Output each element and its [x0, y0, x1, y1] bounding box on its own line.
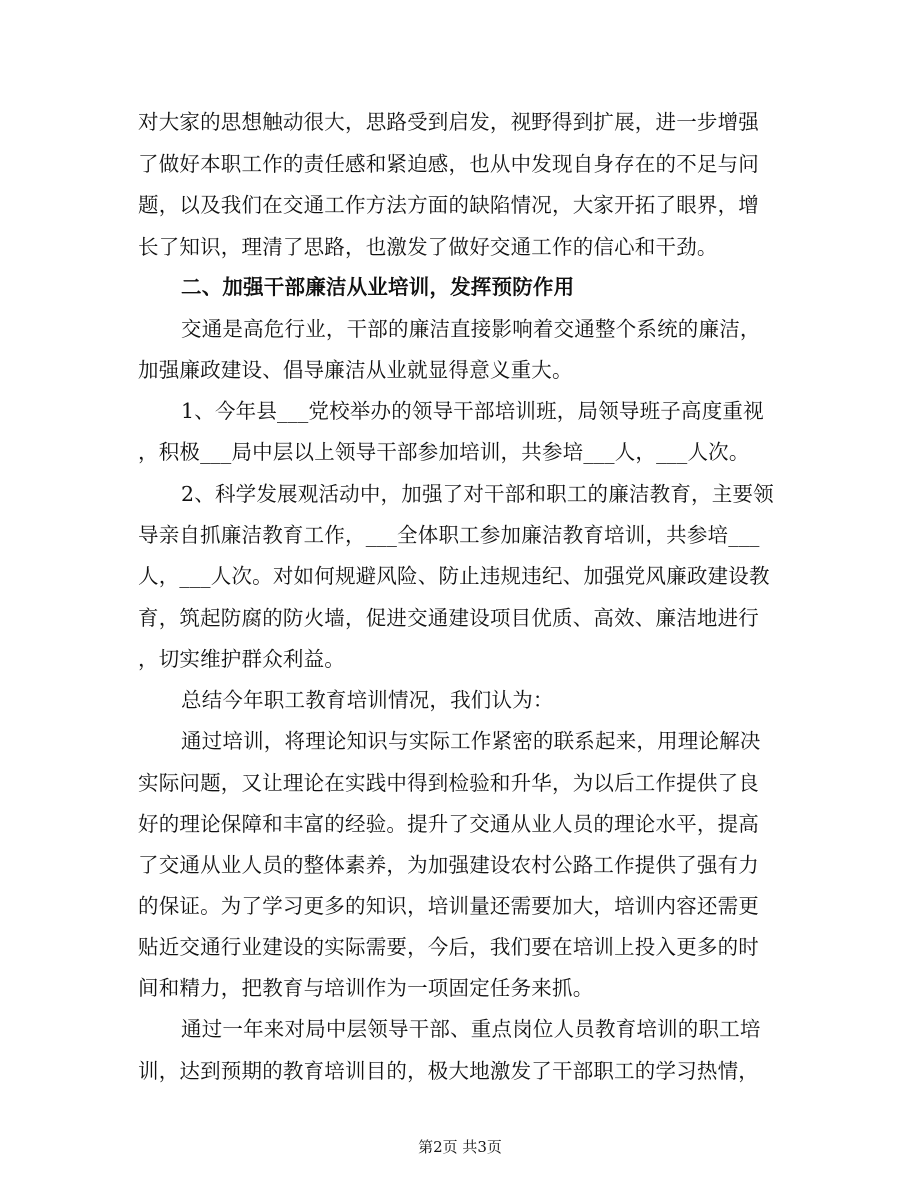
text-line: 了交通从业人员的整体素养，为加强建设农村公路工作提供了强有力	[138, 853, 759, 877]
text-line: 实际问题，又让理论在实践中得到检验和升华，为以后工作提供了良	[138, 771, 759, 795]
text-line: 2、科学发展观活动中，加强了对干部和职工的廉洁教育，主要领	[181, 482, 774, 506]
text-line: 通过一年来对局中层领导干部、重点岗位人员教育培训的职工培	[181, 1017, 761, 1041]
text-line: 间和精力，把教育与培训作为一项固定任务来抓。	[138, 976, 594, 1000]
text-line: 总结今年职工教育培训情况，我们认为：	[181, 688, 554, 712]
text-line: 题，以及我们在交通工作方法方面的缺陷情况，大家开拓了眼界，增	[138, 193, 759, 217]
text-line: 了做好本职工作的责任感和紧迫感，也从中发现自身存在的不足与问	[138, 152, 759, 176]
text-line: 导亲自抓廉洁教育工作，___全体职工参加廉洁教育培训，共参培___	[138, 523, 760, 547]
text-line: 好的理论保障和丰富的经验。提升了交通从业人员的理论水平，提高	[138, 812, 759, 836]
text-line: 长了知识，理清了思路，也激发了做好交通工作的信心和干劲。	[138, 235, 718, 259]
text-line: 加强廉政建设、倡导廉洁从业就显得意义重大。	[138, 358, 573, 382]
text-line: 交通是高危行业，干部的廉洁直接影响着交通整个系统的廉洁，	[181, 317, 761, 341]
section-heading: 二、加强干部廉洁从业培训，发挥预防作用	[181, 275, 575, 299]
text-line: 的保证。为了学习更多的知识，培训量还需要加大，培训内容还需更	[138, 894, 759, 918]
text-line: 训，达到预期的教育培训目的，极大地激发了干部职工的学习热情，	[138, 1059, 759, 1083]
text-line: 1、今年县___党校举办的领导干部培训班，局领导班子高度重视	[181, 399, 764, 423]
text-line: 人，___人次。对如何规避风险、防止违规违纪、加强党风廉政建设教	[138, 564, 770, 588]
text-line: ，积极___局中层以上领导干部参加培训，共参培___人，___人次。	[138, 440, 750, 464]
text-line: 贴近交通行业建设的实际需要，今后，我们要在培训上投入更多的时	[138, 935, 759, 959]
text-line: 对大家的思想触动很大，思路受到启发，视野得到扩展，进一步增强	[138, 110, 759, 134]
text-line: 育，筑起防腐的防火墙，促进交通建设项目优质、高效、廉洁地进行	[138, 606, 759, 630]
page-footer: 第2页 共3页	[418, 1138, 502, 1156]
text-line: ，切实维护群众利益。	[138, 647, 345, 671]
text-line: 通过培训，将理论知识与实际工作紧密的联系起来，用理论解决	[181, 729, 761, 753]
